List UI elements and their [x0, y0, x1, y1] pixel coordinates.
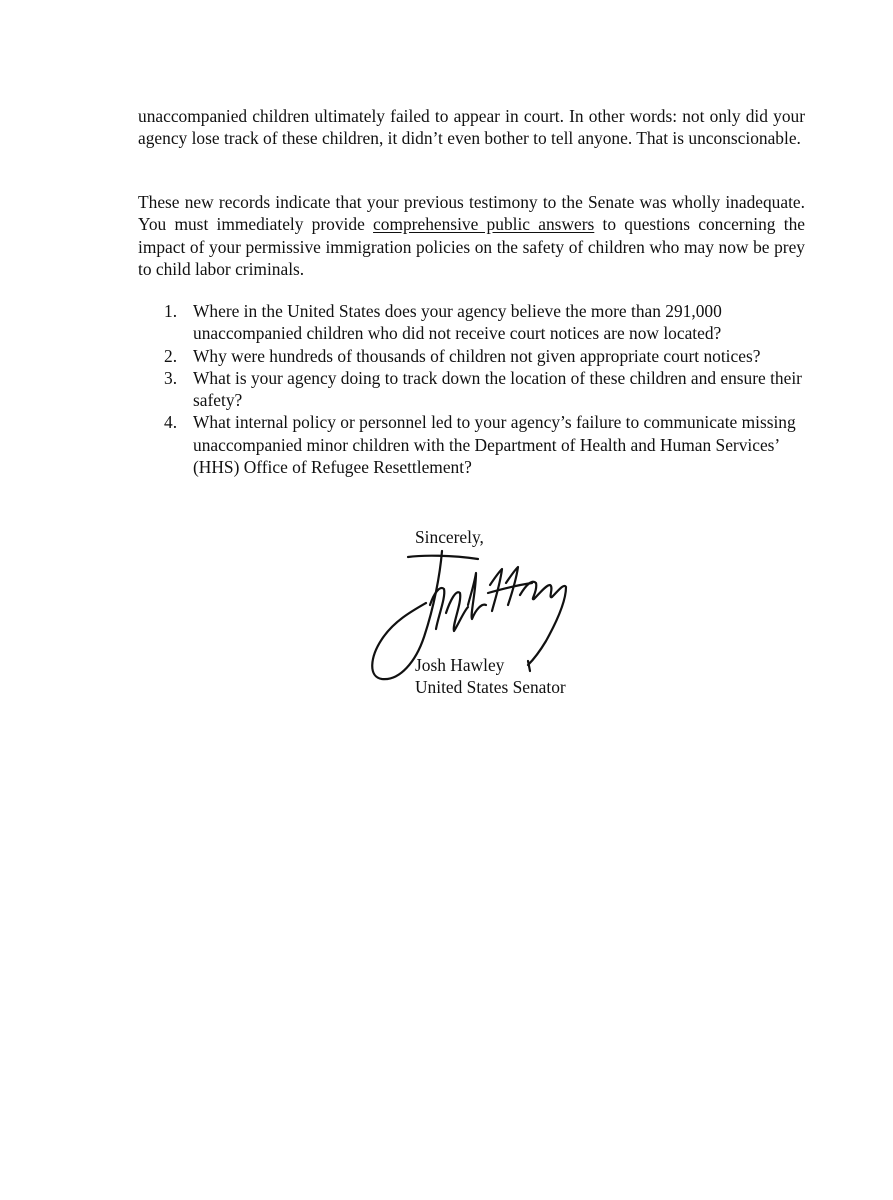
signer-title: United States Senator [415, 677, 566, 697]
question-item [164, 300, 804, 345]
signature-stroke [520, 582, 566, 665]
signer-name: Josh Hawley [415, 655, 505, 675]
paragraph-2-before: These new records indicate that your previous testimony to the Senate was wholly inadequate. You must immediately provide [138, 192, 805, 235]
signature-stroke [446, 592, 468, 631]
signature-stroke [408, 556, 478, 559]
question-number: 2. [164, 345, 178, 366]
question-text: What is your agency doing to track down the location of these children and ensure their safety? [193, 367, 802, 411]
paragraph-1: unaccompanied children ultimately failed to appear in court. In other words: not only did your agency lose track of these children, it didn’t even bother to tell anyone. That is unconscionable. [138, 106, 805, 149]
signature-stroke [468, 573, 486, 619]
question-text: Why were hundreds of thousands of children not given appropriate court notices? [193, 345, 761, 366]
question-item [164, 411, 804, 478]
question-text: Where in the United States does your agency believe the more than 291,000 unaccompanied children who did not receive court notices are now located? [193, 301, 722, 344]
paragraph-2-after: to questions concerning the impact of your permissive immigration policies on the safety of children who may now be prey to child labor criminals. [138, 214, 805, 279]
question-number: 3. [164, 367, 178, 388]
paragraph-2-underlined: comprehensive public answers [373, 214, 595, 235]
question-list [164, 300, 804, 478]
paragraph-2 [138, 191, 805, 280]
question-number: 4. [164, 412, 178, 433]
question-item [164, 367, 804, 412]
question-text: What internal policy or personnel led to your agency’s failure to communicate missing unaccompanied minor children with the Department of Health and Human Services’ (HHS) Office of Refugee Resettlement? [193, 412, 796, 478]
closing-salutation: Sincerely, [415, 527, 484, 547]
question-number: 1. [164, 301, 178, 321]
question-item [164, 345, 804, 367]
